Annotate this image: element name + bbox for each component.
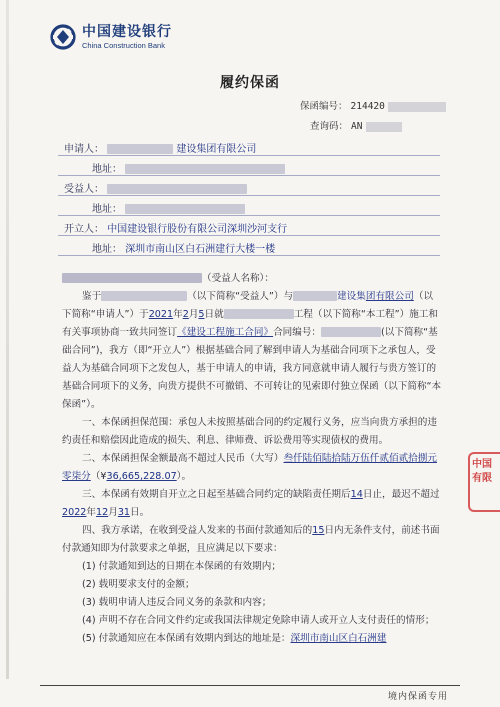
divider bbox=[58, 255, 440, 256]
list-item: (4) 声明不存在合同文件约定或我国法律规定免除申请人或开立人支付责任的情形； bbox=[82, 615, 435, 626]
query-code bbox=[310, 118, 402, 132]
paragraph-amount: 二、本保函担保金额最高不超过人民币（大写）叁仟陆佰陆拾陆万伍仟贰佰贰拾捌元零柒分（¥36,665,228.07）。 bbox=[62, 453, 437, 482]
redaction-block bbox=[224, 309, 294, 319]
redaction-block bbox=[293, 291, 337, 301]
beneficiary-row bbox=[64, 180, 247, 195]
applicant-address-label: 地址： bbox=[92, 164, 122, 175]
list-item: (2) 载明要求支付的金额； bbox=[82, 579, 195, 590]
salutation: （受益人名称）： bbox=[62, 270, 442, 288]
divider bbox=[58, 195, 440, 196]
page-footer bbox=[0, 679, 500, 707]
beneficiary-address-row bbox=[92, 200, 245, 215]
footer-divider bbox=[40, 685, 460, 686]
divider bbox=[58, 155, 440, 156]
bank-seal-stamp: 中国 有限 bbox=[468, 452, 500, 512]
beneficiary-label: 受益人： bbox=[64, 184, 104, 195]
list-item: (1) 付款通知到达的日期在本保函的有效期内； bbox=[82, 561, 281, 572]
guarantee-number bbox=[300, 98, 446, 112]
applicant-name: 建设集团有限公司 bbox=[176, 144, 257, 155]
issuer-row bbox=[64, 220, 287, 235]
bank-name-cn: 中国建设银行 bbox=[82, 23, 172, 40]
paragraph-validity: 三、本保函有效期自开立之日起至基础合同约定的缺陷责任期后14日止，最迟不超过2022年12月31日。 bbox=[62, 489, 440, 518]
applicant-address-row bbox=[92, 160, 285, 175]
redaction-block bbox=[101, 291, 187, 301]
applicant-row bbox=[64, 140, 256, 155]
redaction-block bbox=[366, 122, 402, 132]
ccb-logo-icon bbox=[50, 24, 76, 50]
redaction-block bbox=[125, 164, 285, 174]
redaction-block bbox=[388, 102, 446, 112]
issuer-address: 深圳市南山区白石洲建行大楼一楼 bbox=[125, 244, 276, 255]
paragraph-scope: 一、本保函担保范围：承包人未按照基础合同的约定履行义务，应当向贵方承担的违约责任和赔偿因此造成的损失、利息、律师费、诉讼费用等实现债权的费用。 bbox=[62, 417, 437, 446]
beneficiary-address-label: 地址： bbox=[92, 204, 122, 215]
paragraph-undertaking: 四、我方承诺，在收到受益人发来的书面付款通知后的15日内无条件支付，前述书面付款通知即为付款要求之单据，且应满足以下要求： bbox=[62, 525, 440, 554]
query-code-value: AN bbox=[351, 121, 363, 132]
divider bbox=[58, 175, 440, 176]
redaction-block bbox=[321, 327, 381, 337]
issuer-name: 中国建设银行股份有限公司深圳沙河支行 bbox=[107, 224, 288, 235]
document-title: 履约保函 bbox=[220, 75, 280, 91]
query-code-label: 查询码： bbox=[310, 121, 349, 132]
list-item: (5) 付款通知应在本保函有效期内到达的地址是：深圳市南山区白石洲建 bbox=[82, 633, 387, 644]
bank-logo bbox=[50, 24, 172, 50]
divider bbox=[58, 215, 440, 216]
amount-in-figures: 36,665,228.07 bbox=[106, 471, 177, 482]
page-spine bbox=[6, 0, 9, 707]
bank-name-en: China Construction Bank bbox=[82, 40, 165, 50]
redaction-block bbox=[125, 204, 245, 214]
divider bbox=[58, 235, 440, 236]
redaction-block bbox=[62, 273, 202, 283]
issuer-address-label: 地址： bbox=[92, 244, 122, 255]
issuer-label: 开立人： bbox=[64, 224, 104, 235]
redaction-block bbox=[107, 184, 247, 194]
guarantee-body bbox=[62, 270, 442, 648]
applicant-label: 申请人： bbox=[64, 144, 104, 155]
list-item: (3) 载明申请人违反合同义务的条款和内容； bbox=[82, 597, 272, 608]
paragraph-recital: 鉴于 （以下简称“受益人”）与 建设集团有限公司（以下简称“申请人”）于2021年2月5日就 工程（以下简称“本工程”）施工和有关事项协商一致共同签订《建设工程施工合同》合同编号： (以下简称“基础合同”)，我方（即“开立人”）根据基础合同了解到申请人为基础合同项下之承包人，受益人为基础合同项下之发包人，基于申请人的申请，我方同意就申请人履行与贵方签订的基础合同项下的义务，向贵方提供不可撤销、不可转让的见索即付独立保函（以下简称“本保函”）。 bbox=[62, 291, 442, 410]
guarantee-number-value: 214420 bbox=[350, 101, 385, 112]
issuer-address-row bbox=[92, 240, 275, 255]
redaction-block bbox=[107, 144, 173, 154]
amount-in-words: 叁仟陆佰陆拾陆万伍仟贰佰贰拾捌元零柒分 bbox=[62, 453, 437, 482]
guarantee-number-label: 保函编号： bbox=[300, 101, 348, 112]
footer-label: 境内保函专用 bbox=[387, 692, 448, 702]
